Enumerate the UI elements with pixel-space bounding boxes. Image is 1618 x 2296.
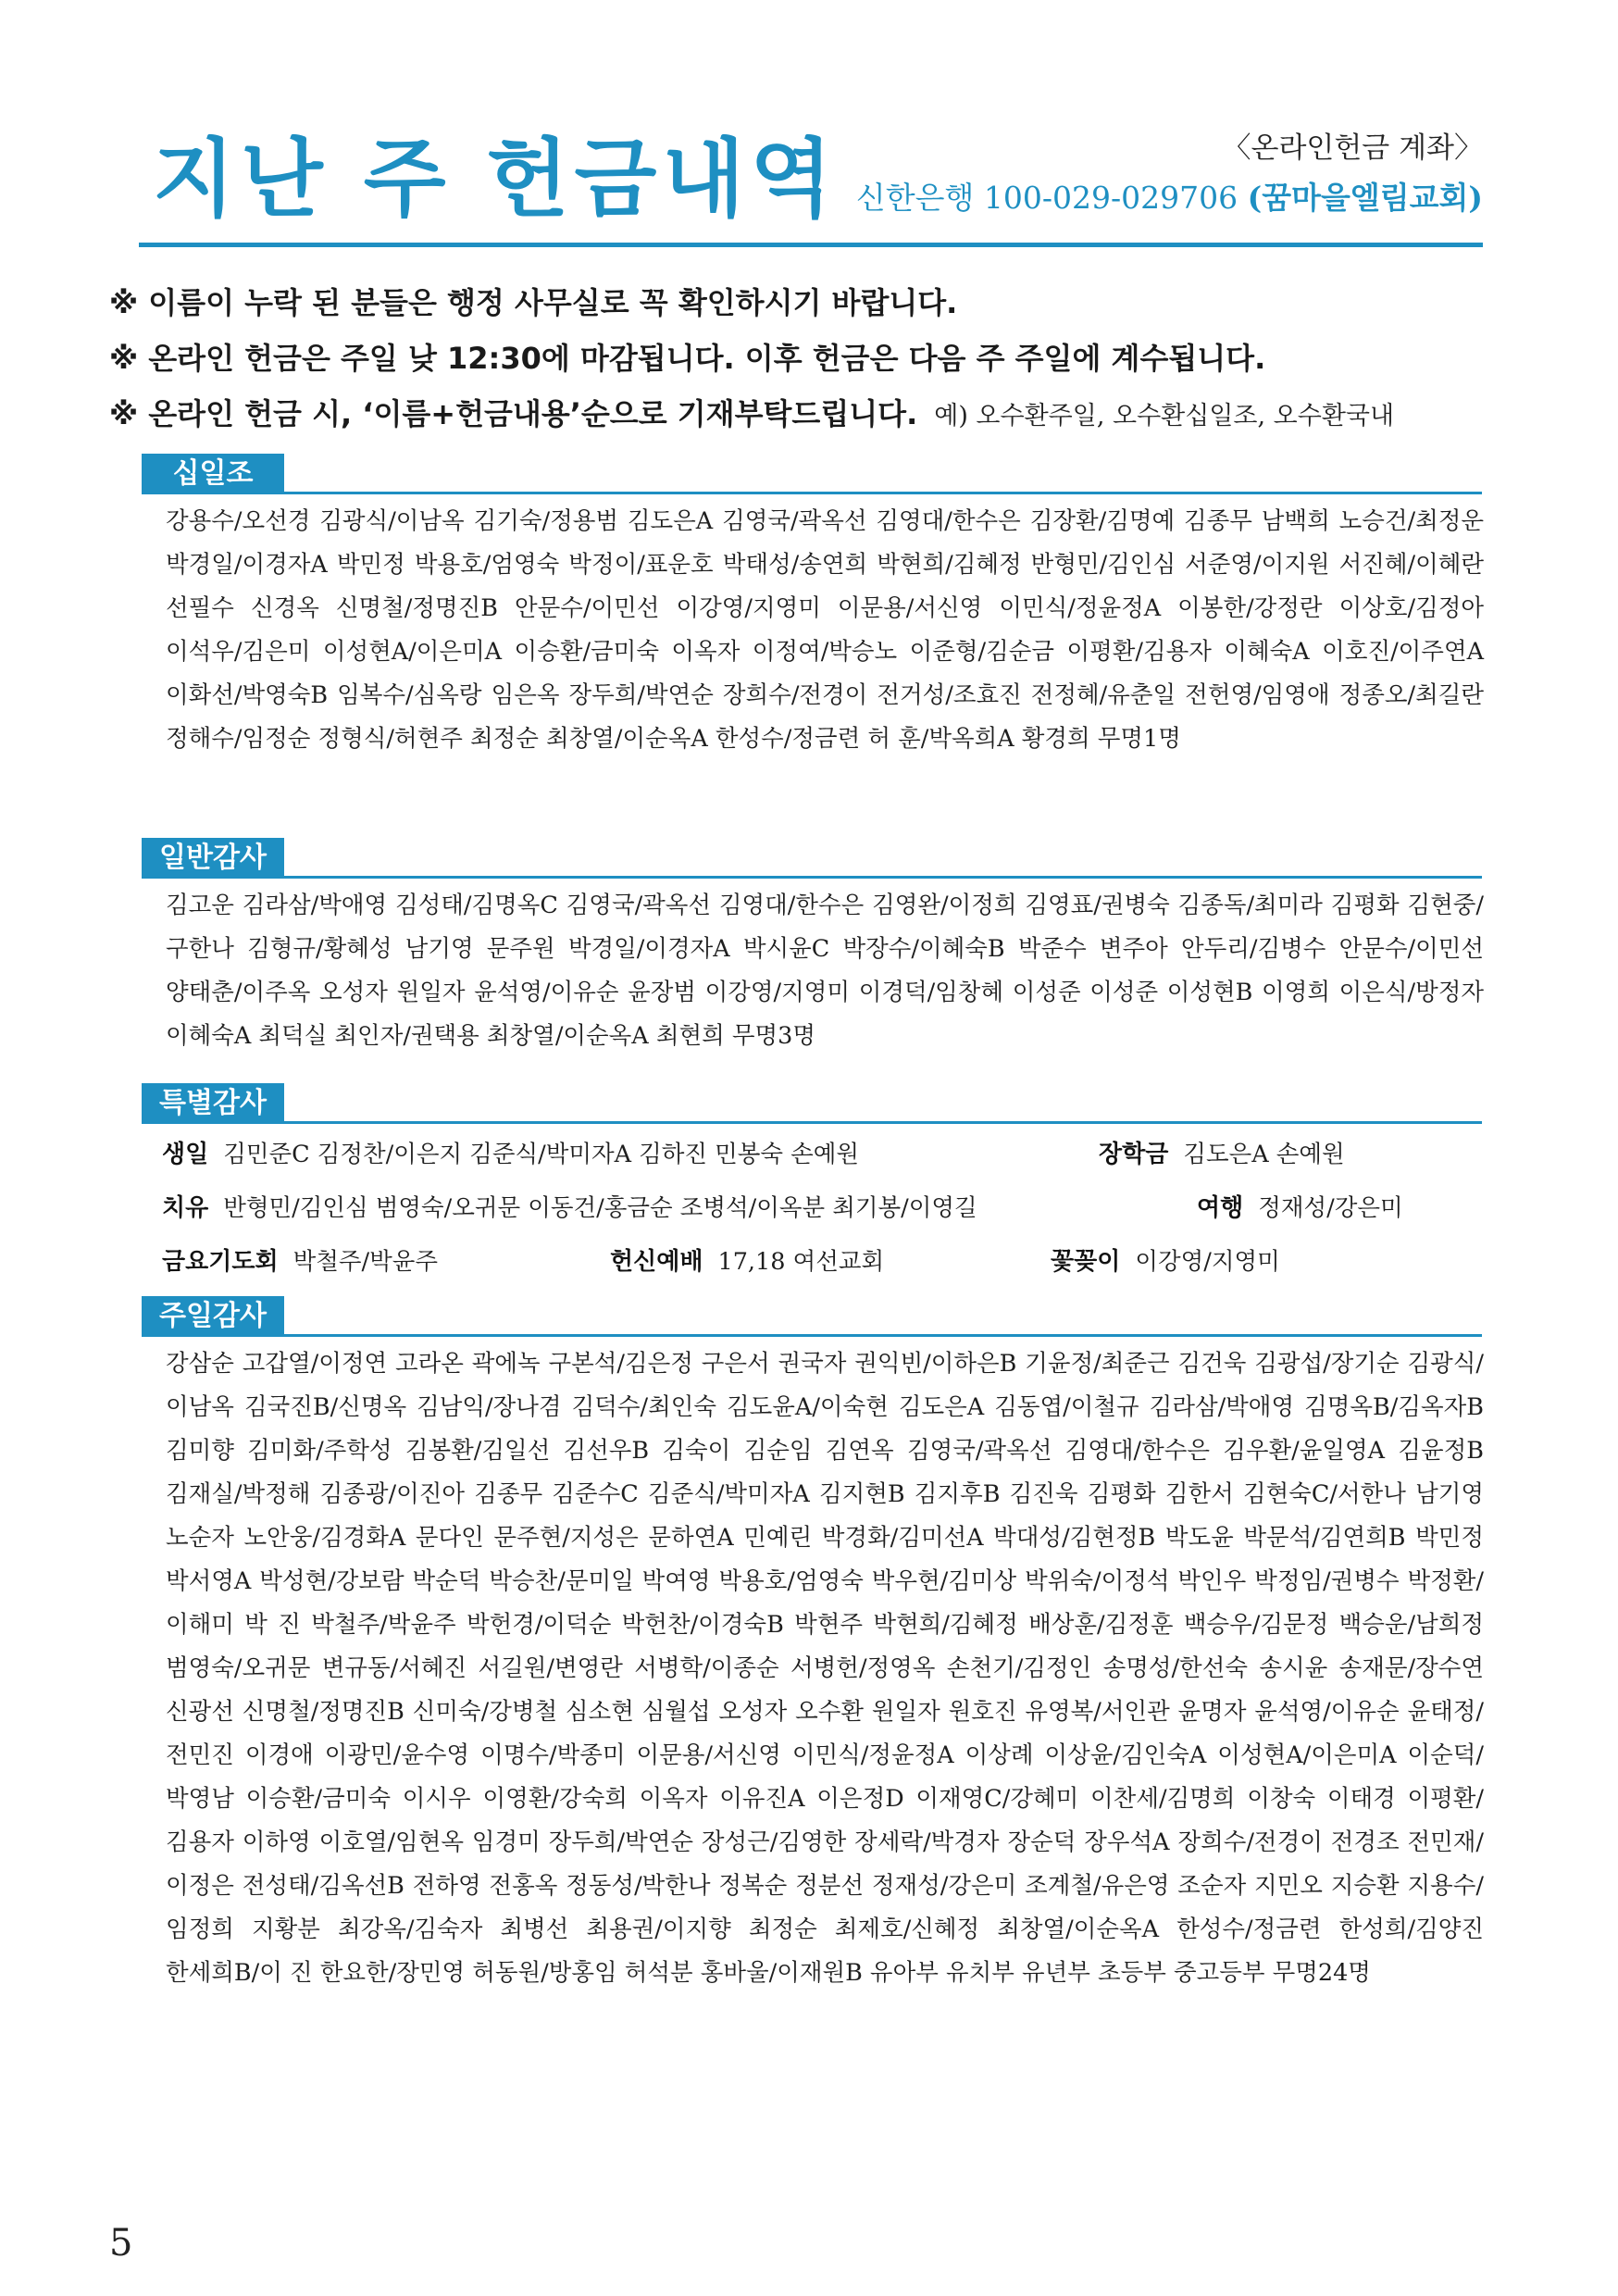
special-value: 반형민/김인심 범영숙/오귀문 이동건/홍금순 조병석/이옥분 최기봉/이영길 xyxy=(223,1194,977,1222)
section-sunday-thanks xyxy=(142,1296,1482,1995)
special-key: 꽃꽂이 xyxy=(1051,1248,1121,1276)
special-item-healing xyxy=(162,1189,977,1223)
section-divider xyxy=(142,492,1482,494)
special-item-flowers xyxy=(1051,1242,1280,1277)
section-header xyxy=(142,454,1482,494)
notice-example: 예) 오수환주일, 오수환십일조, 오수환국내 xyxy=(934,402,1395,430)
special-item-birthday xyxy=(162,1135,859,1169)
special-value: 김도은A 손예원 xyxy=(1183,1141,1345,1168)
special-item-scholarship xyxy=(1099,1135,1345,1169)
page-number: 5 xyxy=(109,2222,133,2265)
section-header xyxy=(142,838,1482,879)
special-row xyxy=(162,1233,1482,1287)
page-title: 지난 주 헌금내역 xyxy=(153,130,839,229)
special-key: 금요기도회 xyxy=(162,1248,279,1276)
section-label-tithe: 십일조 xyxy=(142,454,284,494)
special-row xyxy=(162,1126,1482,1179)
notice-missing-names: ※ 이름이 누락 된 분들은 행정 사무실로 꼭 확인하시기 바랍니다. xyxy=(109,285,958,320)
special-key: 장학금 xyxy=(1099,1141,1169,1168)
section-label-sunday: 주일감사 xyxy=(142,1296,284,1337)
special-value: 정재성/강은미 xyxy=(1258,1194,1403,1222)
section-label-general: 일반감사 xyxy=(142,838,284,879)
section-special-thanks xyxy=(142,1083,1482,1287)
special-key: 생일 xyxy=(162,1141,209,1168)
special-key: 헌신예배 xyxy=(610,1248,703,1276)
section-divider xyxy=(142,876,1482,879)
section-label-special: 특별감사 xyxy=(142,1083,284,1124)
special-item-friday-prayer xyxy=(162,1242,438,1277)
general-thanks-names: 김고운 김라삼/박애영 김성태/김명옥C 김영국/곽옥선 김영대/한수은 김영완/이정희 김영표/권병숙 김종독/최미라 김평화 김현중/구한나 김형규/황혜성 남기영 문주원 박경일/이경자A 박시윤C 박장수/이혜숙B 박준수 변주아 안두리/김병수 안문수/이민선 양태춘/이주옥 오성자 원일자 윤석영/이유순 윤장범 이강영/지영미 이경덕/임창혜 이성준 이성준 이성현B 이영희 이은식/방정자 이혜숙A 최덕실 최인자/권택용 최창열/이순옥A 최현희 무명3명 xyxy=(166,892,1484,1050)
special-row xyxy=(162,1179,1482,1233)
special-key: 치유 xyxy=(162,1194,209,1222)
page-header xyxy=(139,111,1483,252)
tithe-names: 강용수/오선경 김광식/이남옥 김기숙/정용범 김도은A 김영국/곽옥선 김영대/한수은 김장환/김명예 김종무 남백희 노승건/최정운 박경일/이경자A 박민정 박용호/엄영숙 박정이/표운호 박태성/송연희 박현희/김혜정 반형민/김인심 서준영/이지원 서진혜/이혜란 선필수 신경옥 신명철/정명진B 안문수/이민선 이강영/지영미 이문용/서신영 이민식/정윤정A 이봉한/강정란 이상호/김정아 이석우/김은미 이성현A/이은미A 이승환/금미숙 이옥자 이정여/박승노 이준형/김순금 이평환/김용자 이혜숙A 이호진/이주연A 이화선/박영숙B 임복수/심옥랑 임은옥 장두희/박연순 장희수/전경이 전거성/조효진 전정혜/유춘일 전헌영/임영애 정종오/최길란 정해수/임정순 정형식/허현주 최정순 최창열/이순옥A 한성수/정금련 허 훈/박옥희A 황경희 무명1명 xyxy=(166,507,1484,753)
section-header xyxy=(142,1296,1482,1337)
notice-naming-text: ※ 온라인 헌금 시, ‘이름+헌금내용’순으로 기재부탁드립니다. xyxy=(109,396,918,431)
special-value: 김민준C 김정찬/이은지 김준식/박미자A 김하진 민봉숙 손예원 xyxy=(223,1141,860,1168)
header-divider xyxy=(139,243,1483,247)
special-item-travel xyxy=(1197,1189,1403,1223)
section-divider xyxy=(142,1334,1482,1337)
section-header xyxy=(142,1083,1482,1124)
special-value: 이강영/지영미 xyxy=(1135,1248,1280,1276)
notice-naming-format xyxy=(109,391,1394,433)
account-caption: 〈온라인헌금 계좌〉 xyxy=(1222,131,1483,165)
special-value: 17,18 여선교회 xyxy=(717,1248,885,1276)
special-key: 여행 xyxy=(1197,1194,1244,1222)
notice-online-deadline: ※ 온라인 헌금은 주일 낮 12:30에 마감됩니다. 이후 헌금은 다음 주 주일에 계수됩니다. xyxy=(109,341,1266,376)
special-item-dedication-service xyxy=(610,1242,884,1277)
bank-account xyxy=(856,174,1483,218)
special-thanks-grid xyxy=(162,1126,1482,1287)
account-number: 신한은행 100-029-029706 xyxy=(855,180,1238,216)
section-divider xyxy=(142,1121,1482,1124)
section-general-thanks xyxy=(142,838,1482,1058)
sunday-thanks-names: 강삼순 고갑열/이정연 고라온 곽에녹 구본석/김은정 구은서 권국자 권익빈/이하은B 기윤정/최준근 김건욱 김광섭/장기순 김광식/이남옥 김국진B/신명옥 김남익/장나겸 김덕수/최인숙 김도윤A/이숙현 김도은A 김동엽/이철규 김라삼/박애영 김명옥B/김옥자B 김미향 김미화/주학성 김봉환/김일선 김선우B 김숙이 김순임 김연옥 김영국/곽옥선 김영대/한수은 김우환/윤일영A 김윤정B 김재실/박정해 김종광/이진아 김종무 김준수C 김준식/박미자A 김지현B 김지후B 김진욱 김평화 김한서 김현숙C/서한나 남기영 노순자 노안웅/김경화A 문다인 문주현/지성은 문하연A 민예린 박경화/김미선A 박대성/김현정B 박도윤 박문석/김연희B 박민정 박서영A 박성현/강보람 박순덕 박승찬/문미일 박여영 박용호/엄영숙 박우현/김미상 박위숙/이정석 박인우 박정임/권병수 박정환/이해미 박 진 박철주/박윤주 박헌경/이덕순 박헌찬/이경숙B 박현주 박현희/김혜정 배상훈/김정훈 백승우/김문정 백승운/남희정 범영숙/오귀문 변규동/서혜진 서길원/변영란 서병학/이종순 서병헌/정영옥 손천기/김정인 송명성/한선숙 송시윤 송재문/장수연 신광선 신명철/정명진B 신미숙/강병철 심소현 심월섭 오성자 오수환 원일자 원호진 유영복/서인관 윤명자 윤석영/이유순 윤태정/전민진 이경애 이광민/윤수영 이명수/박종미 이문용/서신영 이민식/정윤정A 이상례 이상윤/김인숙A 이성현A/이은미A 이순덕/박영남 이승환/금미숙 이시우 이영환/강숙희 이옥자 이유진A 이은정D 이재영C/강혜미 이찬세/김명희 이창숙 이태경 이평환/김용자 이하영 이호열/임현옥 임경미 장두희/박연순 장성근/김영한 장세락/박경자 장순덕 장우석A 장희수/전경이 전경조 전민재/이정은 전성태/김옥선B 전하영 전홍옥 정동성/박한나 정복순 정분선 정재성/강은미 조계철/유은영 조순자 지민오 지승환 지용수/임정희 지황분 최강옥/김숙자 최병선 최용권/이지향 최정순 최제호/신혜정 최창열/이순옥A 한성수/정금련 한성희/김양진 한세희B/이 진 한요한/장민영 허동원/방홍임 허석분 홍바울/이재원B 유아부 유치부 유년부 초등부 중고등부 무명24명 xyxy=(166,1350,1484,1987)
section-tithe xyxy=(142,454,1482,761)
special-value: 박철주/박윤주 xyxy=(292,1248,438,1276)
account-holder: (꿈마을엘림교회) xyxy=(1247,180,1483,216)
